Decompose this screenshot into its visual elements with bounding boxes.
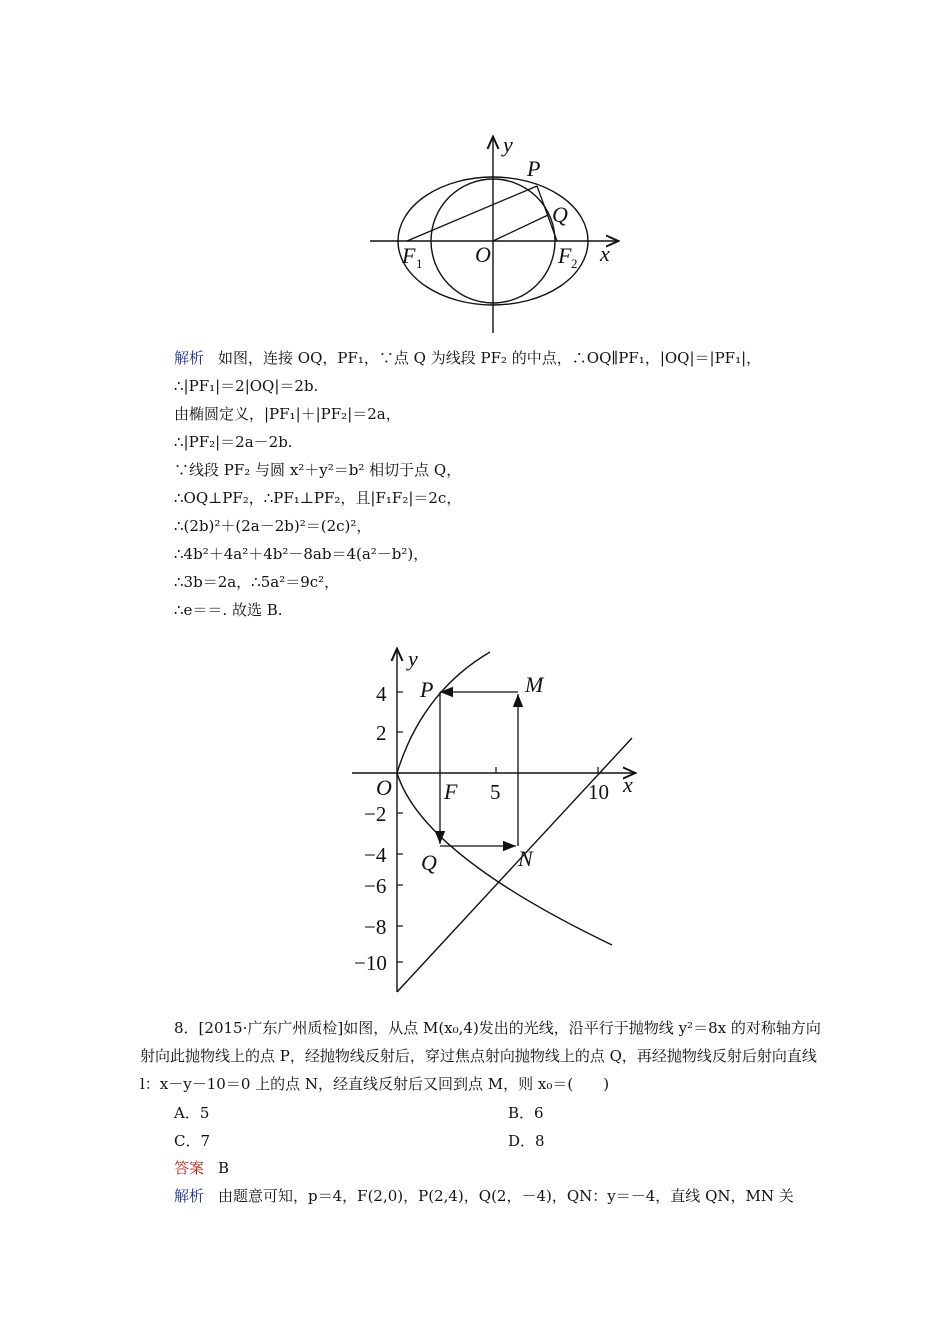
solution1-line-10: ∴e＝＝. 故选 B.	[174, 601, 283, 619]
xtick-5: 5	[490, 780, 501, 804]
label-o: O	[376, 775, 392, 800]
solution1-tag: 解析	[174, 349, 205, 367]
label-q: Q	[552, 202, 568, 227]
label-q: Q	[421, 850, 437, 875]
label-f2: F	[558, 243, 572, 268]
option-d: D．8	[508, 1132, 545, 1150]
option-c: C．7	[174, 1132, 211, 1150]
label-x: x	[600, 241, 610, 266]
solution1-line-9: ∴3b＝2a，∴5a²＝9c²，	[174, 573, 340, 591]
solution1-line-3: 由椭圆定义，|PF₁|＋|PF₂|＝2a，	[174, 405, 401, 423]
ytick-neg8: −8	[364, 915, 387, 939]
solution-2-text: 由题意可知，p＝4，F(2,0)，P(2,4)，Q(2，－4)，QN：y＝－4，直线 QN，MN 关	[218, 1187, 794, 1205]
question-8-text: 8．[2015·广东广州质检]如图，从点 M(x₀,4)发出的光线，沿平行于抛物线 y²＝8x 的对称轴方向射向此抛物线上的点 P，经抛物线反射后，穿过焦点射向抛物线上的点 Q，再经抛物线反射后射向直线 l：x－y－10＝0 上的点 N，经直线反射后又回到点 M，则 x₀＝( )	[140, 1019, 821, 1093]
solution-2-tag: 解析	[174, 1187, 205, 1205]
segment-oq	[493, 215, 548, 241]
solution1-line-7: ∴(2b)²＋(2a－2b)²＝(2c)²，	[174, 517, 372, 535]
answer-line	[174, 1157, 229, 1179]
ytick-neg2: −2	[364, 802, 387, 826]
solution1-line-4: ∴|PF₂|＝2a－2b.	[174, 433, 293, 451]
label-f2-sub: 2	[571, 256, 578, 271]
label-y: y	[503, 132, 513, 157]
figure-parabola	[340, 640, 650, 1000]
label-f: F	[444, 779, 458, 804]
answer-value: B	[218, 1159, 230, 1177]
ytick-neg4: −4	[364, 843, 387, 867]
xtick-10: 10	[588, 780, 609, 804]
segment-pf1	[407, 186, 537, 241]
label-f1: F	[402, 243, 416, 268]
figure-ellipse	[360, 130, 630, 340]
label-o: O	[475, 242, 491, 267]
ytick-4: 4	[376, 682, 387, 706]
solution1-line-1: 解析 如图，连接 OQ，PF₁，∵点 Q 为线段 PF₂ 的中点，∴OQ∥PF₁，|OQ|＝|PF₁|，	[174, 349, 762, 367]
solution1-line-5: ∵线段 PF₂ 与圆 x²＋y²＝b² 相切于点 Q，	[174, 461, 462, 479]
label-p: P	[527, 156, 541, 181]
solution1-line-6: ∴OQ⊥PF₂，∴PF₁⊥PF₂，且|F₁F₂|＝2c，	[174, 489, 462, 507]
answer-tag: 答案	[174, 1159, 205, 1177]
label-m: M	[525, 672, 544, 697]
option-a: A．5	[174, 1104, 210, 1122]
label-f1-sub: 1	[416, 256, 423, 271]
label-y: y	[408, 646, 418, 671]
ytick-neg6: −6	[364, 874, 387, 898]
solution1-line-8: ∴4b²＋4a²＋4b²－8ab＝4(a²－b²)，	[174, 545, 429, 563]
ytick-2: 2	[376, 721, 387, 745]
solution1-line-2: ∴|PF₁|＝2|OQ|＝2b.	[174, 377, 319, 395]
label-p: P	[420, 677, 434, 702]
solution-2-line	[174, 1185, 794, 1207]
option-b: B．6	[508, 1104, 544, 1122]
label-n: N	[518, 846, 533, 871]
label-x: x	[623, 772, 633, 797]
ytick-neg10: −10	[354, 951, 387, 975]
